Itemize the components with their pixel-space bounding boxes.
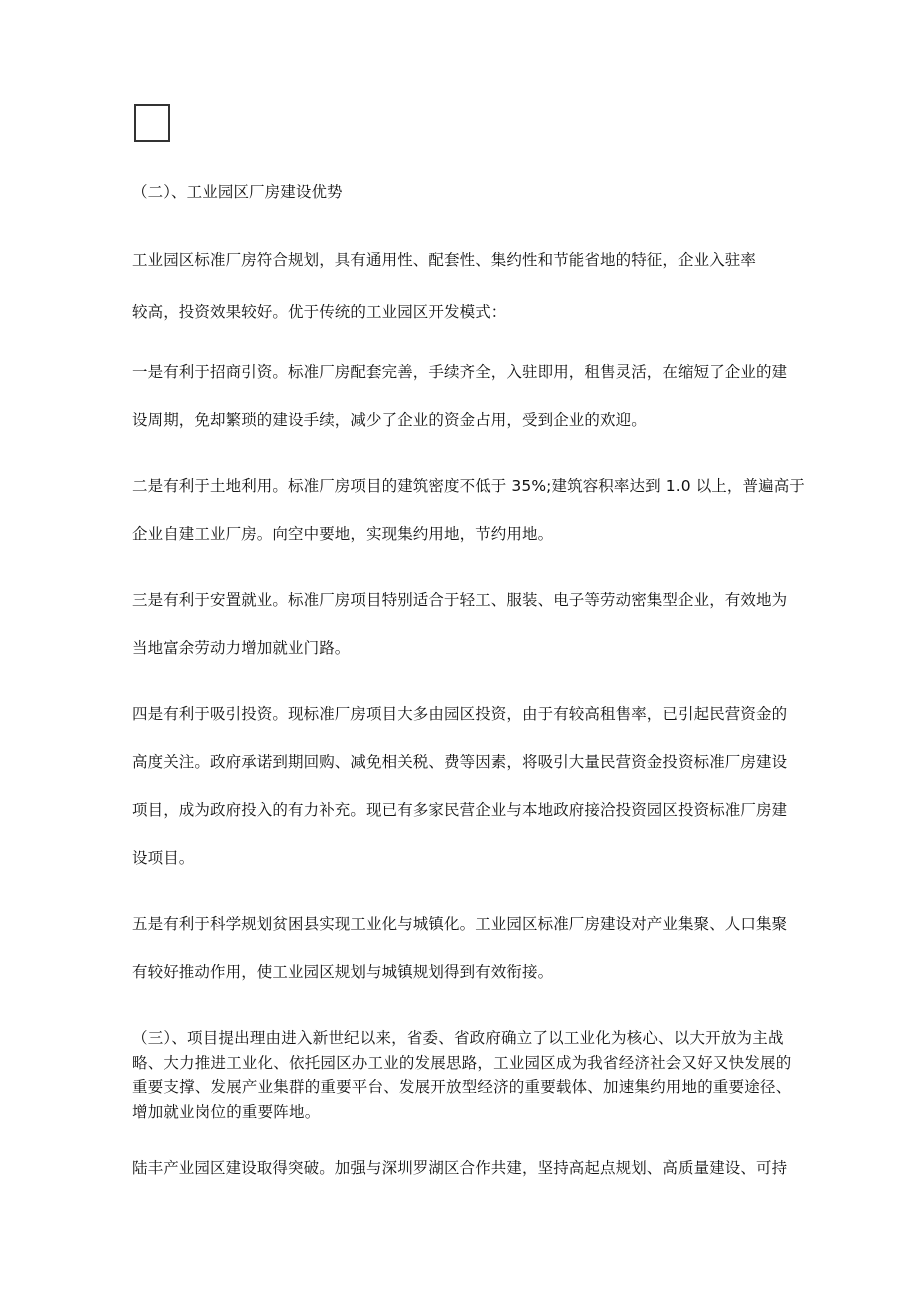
- section-3-paragraph: [132, 1026, 812, 1124]
- point2-line-1: 二是有利于土地利用。标准厂房项目的建筑密度不低于 35%;建筑容积率达到 1.0 以上，普遍高于: [132, 477, 805, 495]
- point4-line-3: 项目，成为政府投入的有力补充。现已有多家民营企业与本地政府接洽投资园区投资标准厂房建: [132, 801, 788, 819]
- lufeng-line-1: 陆丰产业园区建设取得突破。加强与深圳罗湖区合作共建，坚持高起点规划、高质量建设、可持: [132, 1159, 788, 1177]
- checkbox[interactable]: [134, 104, 170, 142]
- section3-line-2: 略、大力推进工业化、依托园区办工业的发展思路，工业园区成为我省经济社会又好又快发展的: [132, 1053, 792, 1072]
- point3-line-2: 当地富余劳动力增加就业门路。: [132, 639, 351, 657]
- intro-line-2: 较高，投资效果较好。优于传统的工业园区开发模式：: [132, 303, 507, 321]
- point4-line-4: 设项目。: [132, 849, 195, 867]
- section3-line-4: 增加就业岗位的重要阵地。: [132, 1102, 321, 1121]
- section-heading-2: （二）、工业园区厂房建设优势: [132, 183, 343, 201]
- section3-line-3: 重要支撑、发展产业集群的重要平台、发展开放型经济的重要载体、加速集约用地的重要途径、: [132, 1078, 792, 1096]
- point4-line-1: 四是有利于吸引投资。现标准厂房项目大多由园区投资，由于有较高租售率，已引起民营资金的: [132, 705, 788, 723]
- point3-line-1: 三是有利于安置就业。标准厂房项目特别适合于轻工、服装、电子等劳动密集型企业，有效地为: [132, 591, 788, 609]
- point1-line-2: 设周期，免却繁琐的建设手续，减少了企业的资金占用，受到企业的欢迎。: [132, 411, 647, 429]
- point5-line-1: 五是有利于科学规划贫困县实现工业化与城镇化。工业园区标准厂房建设对产业集聚、人口集聚: [132, 915, 788, 933]
- intro-line-1: 工业园区标准厂房符合规划，具有通用性、配套性、集约性和节能省地的特征，企业入驻率: [132, 251, 757, 269]
- section3-line-1: （三）、项目提出理由进入新世纪以来，省委、省政府确立了以工业化为核心、以大开放为主战: [132, 1029, 784, 1047]
- point5-line-2: 有较好推动作用，使工业园区规划与城镇规划得到有效衔接。: [132, 963, 554, 981]
- point4-line-2: 高度关注。政府承诺到期回购、减免相关税、费等因素，将吸引大量民营资金投资标准厂房建设: [132, 753, 788, 771]
- point1-line-1: 一是有利于招商引资。标准厂房配套完善，手续齐全，入驻即用，租售灵活，在缩短了企业的建: [132, 363, 788, 381]
- point2-line-2: 企业自建工业厂房。向空中要地，实现集约用地，节约用地。: [132, 525, 554, 543]
